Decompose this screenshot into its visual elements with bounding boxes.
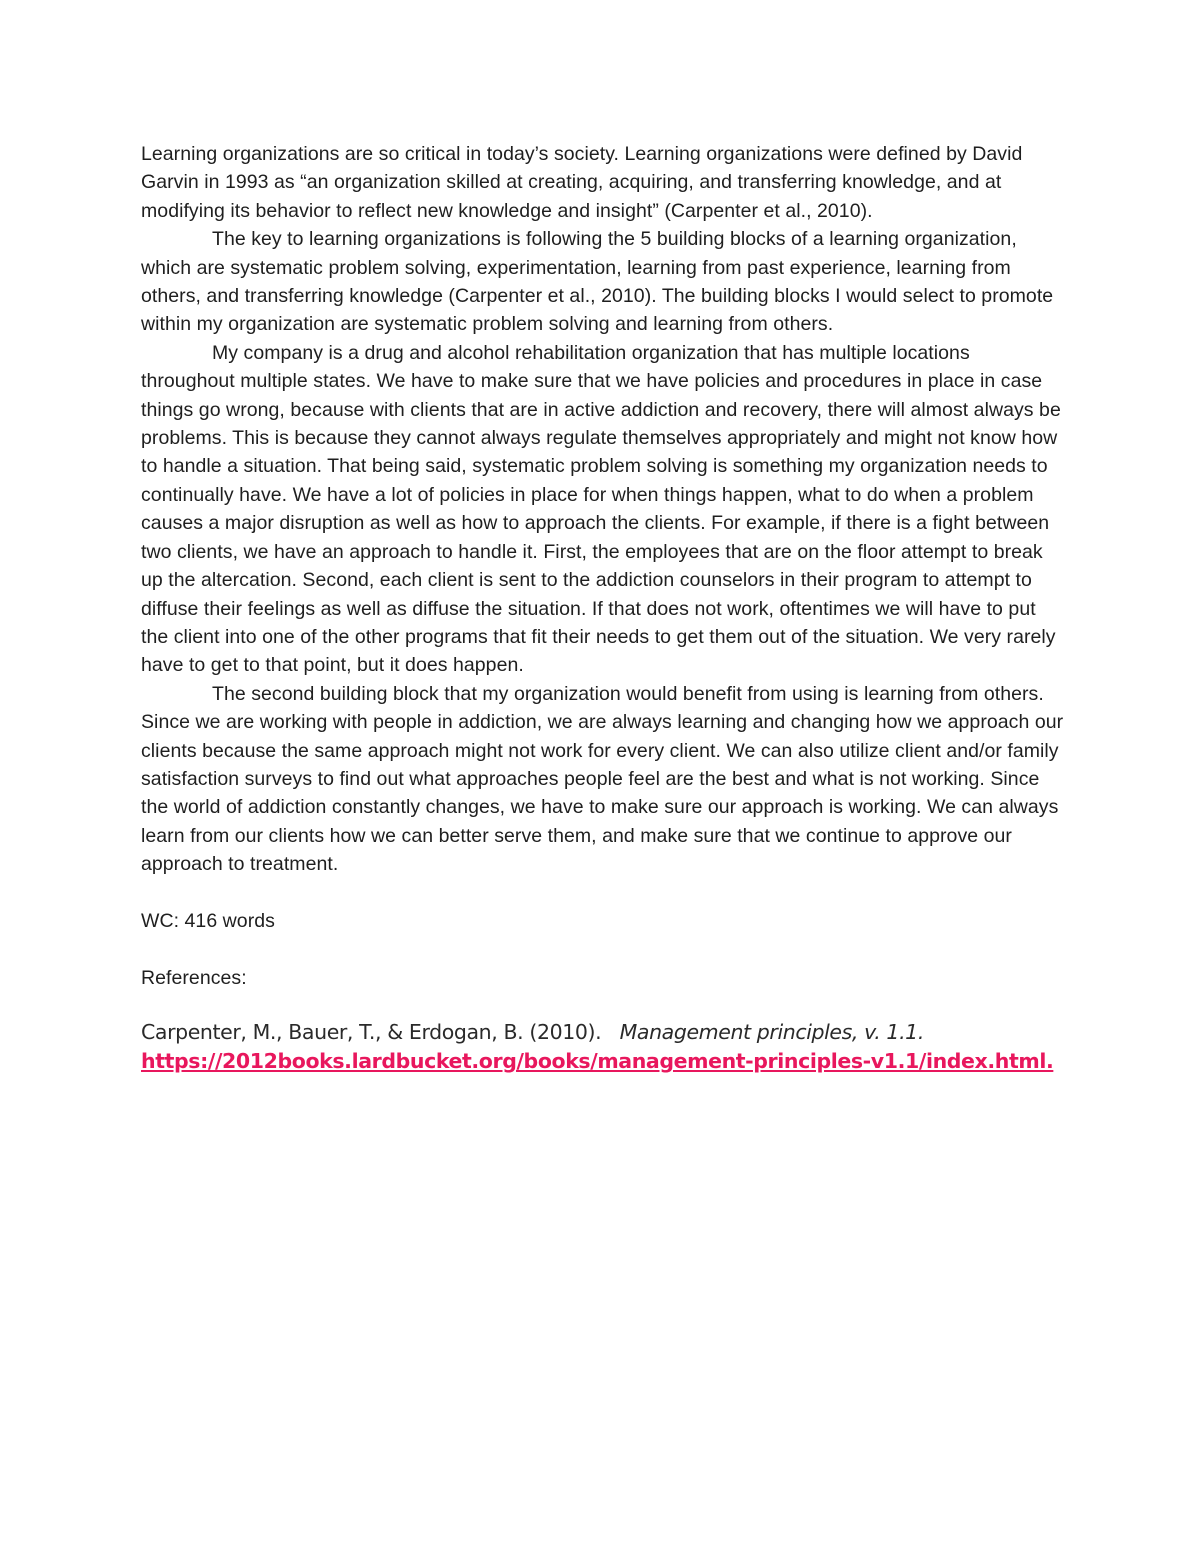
paragraph-learning-from-others: The second building block that my organization would benefit from using is learning from others. Since we are working with people in addiction, we are always learning and changing how we approach our clients because the same approach might not work for every client. We can also utilize client and/or family satisfaction surveys to find out what approaches people feel are the best and what is not working. Since the world of addiction constantly changes, we have to make sure our approach is working. We can always learn from our clients how we can better serve them, and make sure that we continue to approve our approach to treatment. xyxy=(141,682,1064,876)
citation-url-link[interactable]: https://2012books.lardbucket.org/books/management-principles-v1.1/index.html. xyxy=(141,1049,1054,1074)
paragraph-building-blocks: The key to learning organizations is following the 5 building blocks of a learning organization, which are systematic problem solving, experimentation, learning from past experience, learning from others, and transferring knowledge (Carpenter et al., 2010). The building blocks I would select to promote within my organization are systematic problem solving and learning from others. xyxy=(141,228,1054,336)
word-count: WC: 416 words xyxy=(141,909,275,932)
references-heading: References: xyxy=(141,966,247,989)
document-body xyxy=(141,140,1066,1076)
reference-citation xyxy=(141,1018,1066,1076)
paragraph-intro: Learning organizations are so critical in today’s society. Learning organizations were defined by David Garvin in 1993 as “an organization skilled at creating, acquiring, and transferring knowledge, and at modifying its behavior to reflect new knowledge and insight” (Carpenter et al., 2010). xyxy=(141,143,1023,222)
paragraph-problem-solving: My company is a drug and alcohol rehabilitation organization that has multiple locations throughout multiple states. We have to make sure that we have policies and procedures in place in case things go wrong, because with clients that are in active addiction and recovery, there will almost always be problems. This is because they cannot always regulate themselves appropriately and might not know how to handle a situation. That being said, systematic problem solving is something my organization needs to continually have. We have a lot of policies in place for when things happen, what to do when a problem causes a major disruption as well as how to approach the clients. For example, if there is a fight between two clients, we have an approach to handle it. First, the employees that are on the floor attempt to break up the altercation. Second, each client is sent to the addiction counselors in their program to attempt to diffuse their feelings as well as diffuse the situation. If that does not work, oftentimes we will have to put the client into one of the other programs that fit their needs to get them out of the situation. We very rarely have to get to that point, but it does happen. xyxy=(141,341,1061,677)
citation-title: Management principles, v. 1.1. xyxy=(619,1020,924,1045)
citation-authors: Carpenter, M., Bauer, T., & Erdogan, B. (2010). xyxy=(141,1020,602,1045)
